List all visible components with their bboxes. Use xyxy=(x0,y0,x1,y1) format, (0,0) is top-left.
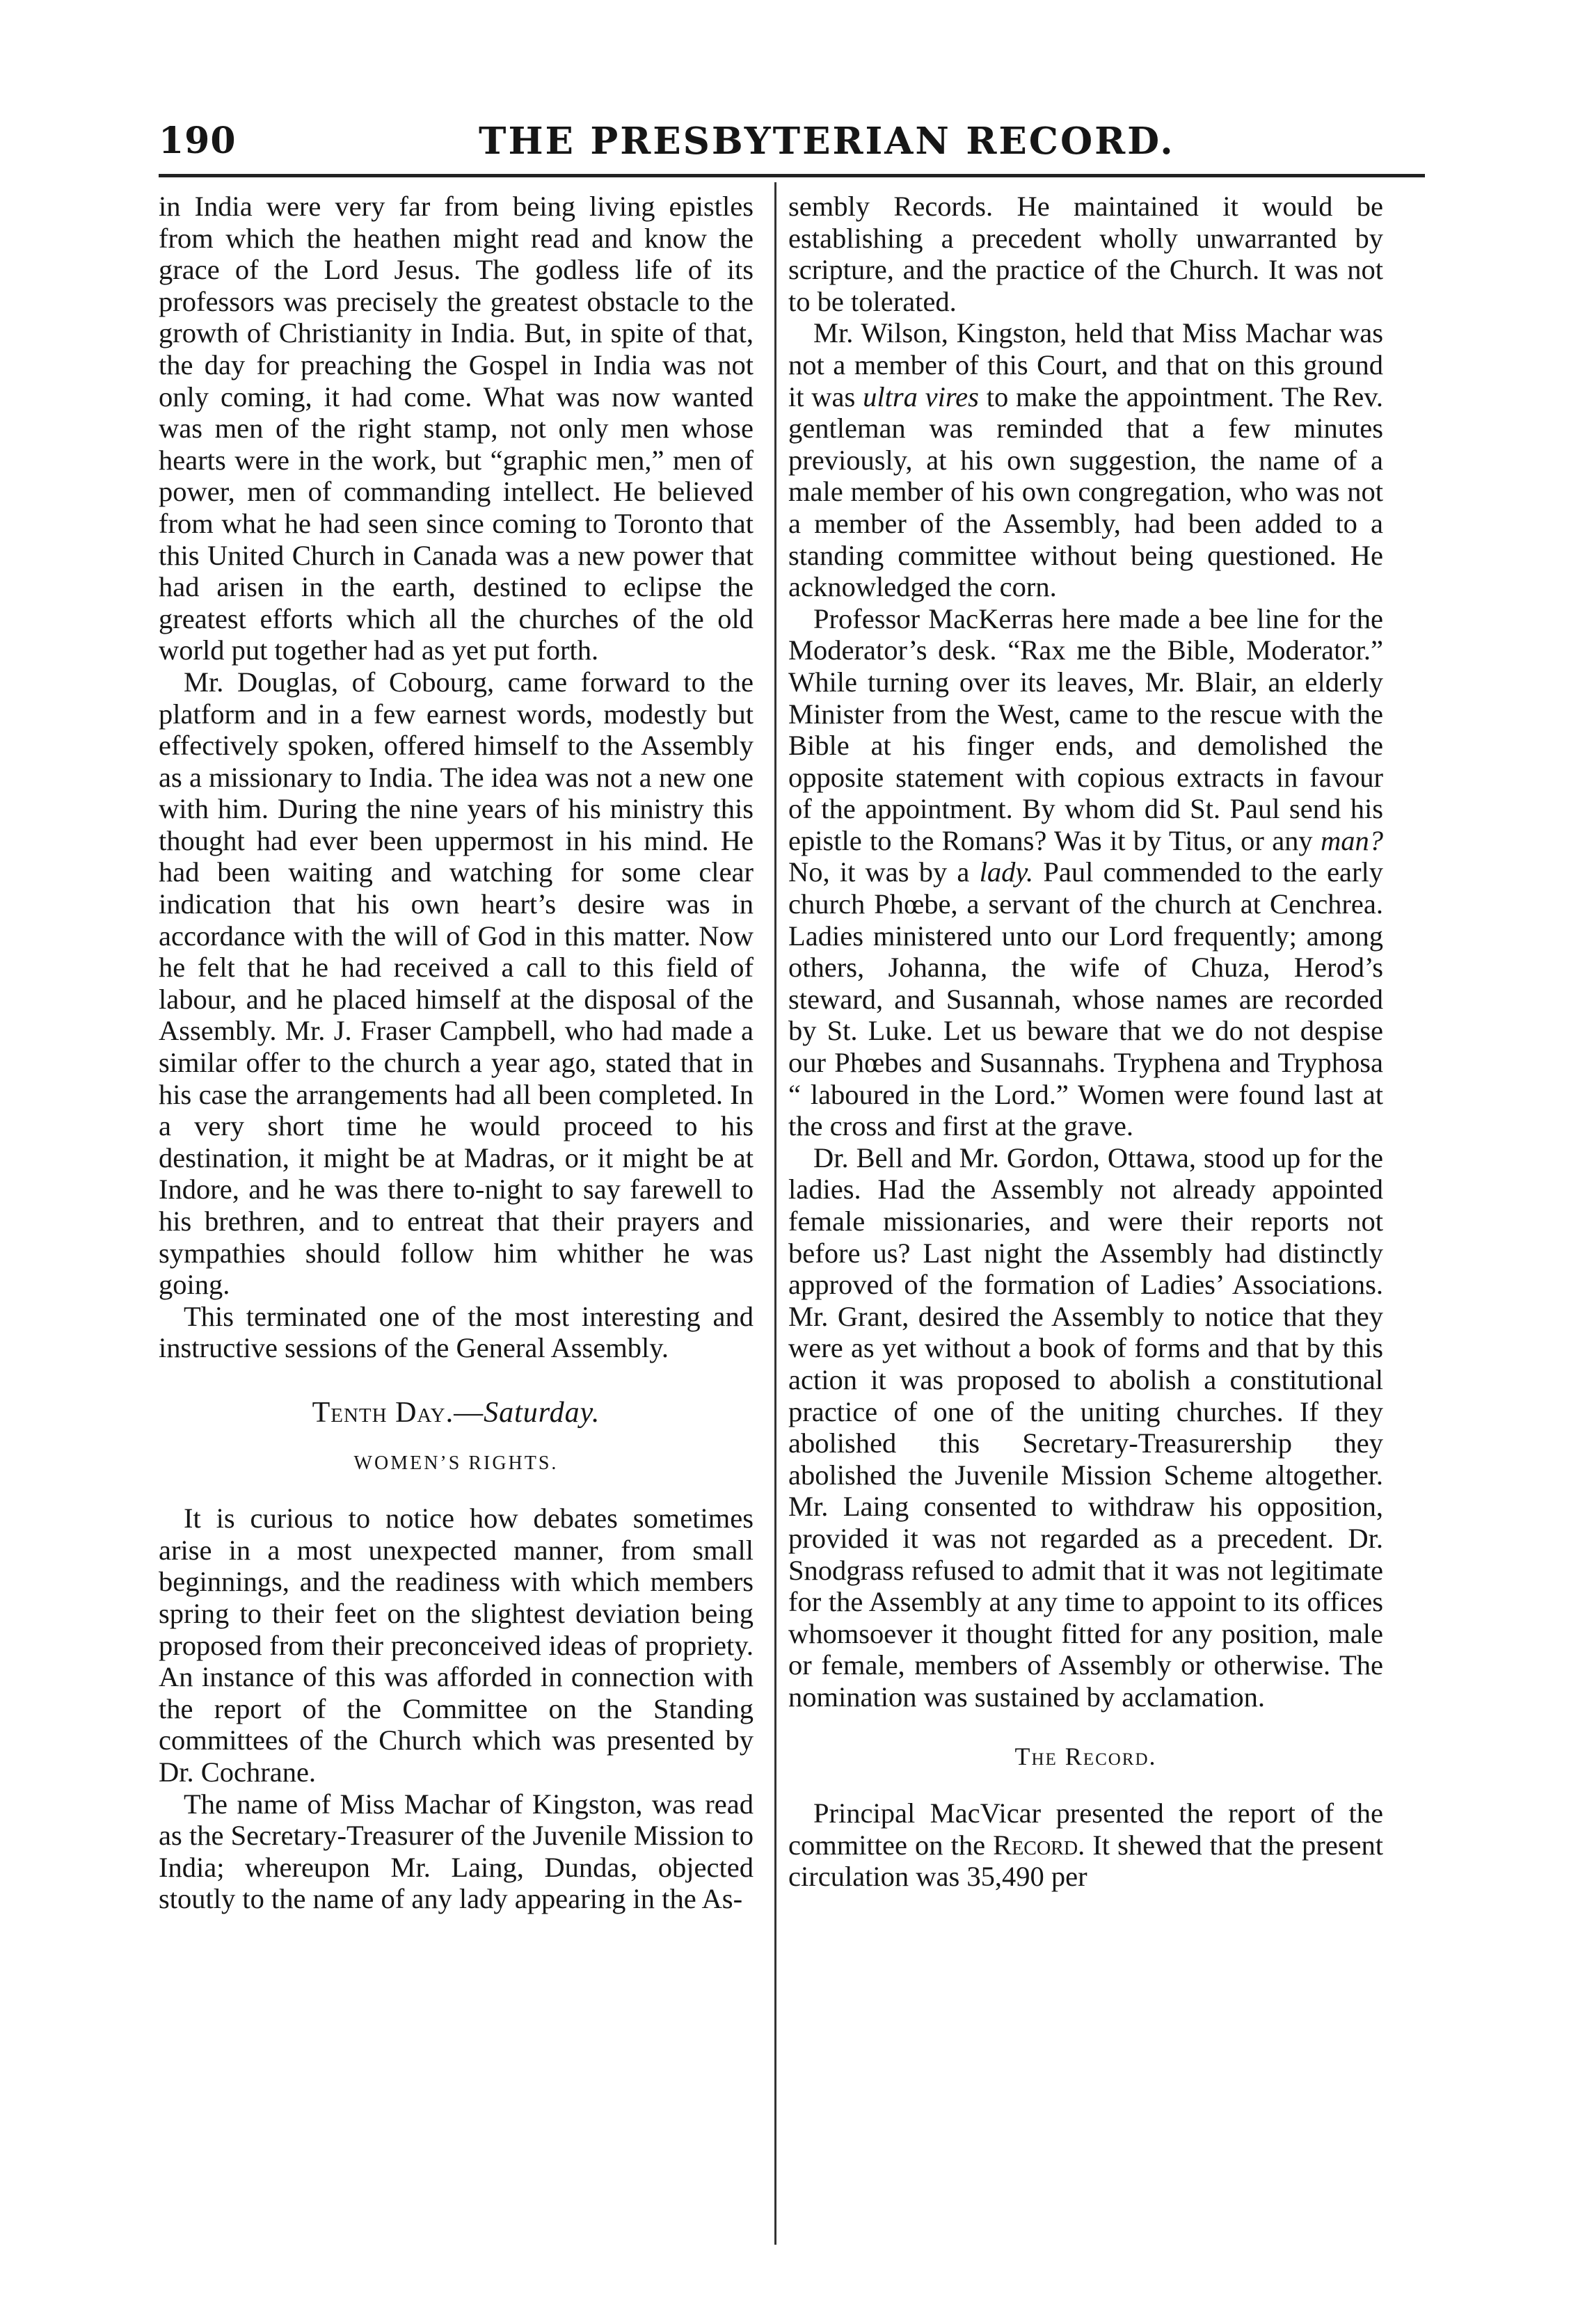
paragraph: in India were very far from being living epistles from which the heathen might read and know the grace of the Lord Jesus. The godless life of its professors was precisely the greatest obstacle to the growth of Christianity in India. But, in spite of that, the day for preaching the Gospel in India was not only coming, it had come. What was now wanted was men of the right stamp, not only men whose hearts were in the work, but “graphic men,” men of power, men of commanding intellect. He believed from what he had seen since coming to Toronto that this United Church in Canada was a new power that had arisen in the earth, destined to eclipse the greatest efforts which all the churches of the old world put together had as yet put forth. xyxy=(159,191,754,666)
page-number: 190 xyxy=(159,120,237,162)
italic-text: man? xyxy=(1321,824,1383,856)
italic-text: lady. xyxy=(979,856,1034,888)
text-run: Mr. Wilson, Kingston, held that Miss Machar was not a member of this Court, and that on this ground it was xyxy=(788,317,1383,412)
running-title: THE PRESBYTERIAN RECORD. xyxy=(479,120,1175,163)
subheading-womens-rights: WOMEN’S RIGHTS. xyxy=(353,1452,559,1474)
heading-text: Tenth Day.— xyxy=(312,1396,484,1429)
paragraph: The name of Miss Machar of Kingston, was read as the Secretary-Treasurer of the Juvenile Mission to India; whereupon Mr. Laing, Dundas, objected stoutly to the name of any lady appearing in the As- xyxy=(159,1788,754,1915)
paragraph xyxy=(788,317,1383,602)
text-run: Principal MacVicar presented the report of the committee on the xyxy=(788,1797,1383,1861)
section-heading-the-record: The Record. xyxy=(1014,1742,1157,1770)
right-column xyxy=(788,191,1383,1893)
text-run: to make the appointment. The Rev. gentleman was reminded that a few minutes previously, at his own suggestion, the name of a male member of his own congregation, who was not a member of the Assembly, had been added to a standing committee without being questioned. He acknowledged the corn. xyxy=(788,380,1383,603)
small-caps-text: Record xyxy=(993,1829,1078,1861)
paragraph: It is curious to notice how debates sometimes arise in a most unexpected manner, from small beginnings, and the readiness with which members spring to their feet on the slightest deviation being proposed from their preconceived ideas of propriety. An instance of this was afforded in connection with the report of the Committee on the Standing committees of the Church which was presented by Dr. Cochrane. xyxy=(159,1502,754,1788)
column-divider xyxy=(774,182,776,2245)
paragraph: sembly Records. He maintained it would be establishing a precedent wholly unwarranted by scripture, and the practice of the Church. It was not to be tolerated. xyxy=(788,191,1383,317)
paragraph: This terminated one of the most interesting and instructive sessions of the General Assembly. xyxy=(159,1300,754,1364)
section-heading-tenth-day xyxy=(159,1397,754,1429)
paragraph: Mr. Douglas, of Cobourg, came forward to the platform and in a few earnest words, modestly but effectively spoken, offered himself to the Assembly as a missionary to India. The idea was not a new one with him. During the nine years of his ministry this thought had ever been uppermost in his mind. He had been waiting and watching for some clear indication that his own heart’s desire was in accordance with the will of God in this matter. Now he felt that he had received a call to this field of labour, and he placed himself at the disposal of the Assembly. Mr. J. Fraser Campbell, who had made a similar offer to the church a year ago, stated that in his case the arrangements had all been completed. In a very short time he would proceed to his destination, it might be at Madras, or it might be at Indore, and he was there to-night to say farewell to his brethren, and to entreat that their prayers and sympathies should follow him whither he was going. xyxy=(159,666,754,1301)
italic-text: ultra vires xyxy=(863,380,979,412)
paragraph: Dr. Bell and Mr. Gordon, Ottawa, stood up for the ladies. Had the Assembly not already appointed female missionaries, and were their reports not before us? Last night the Assembly had distinctly approved of the formation of Ladies’ Associations. Mr. Grant, desired the Assembly to notice that they were as yet without a book of forms and that by this action it was proposed to abolish a constitutional practice of one of the uniting churches. If they abolished this Secretary-Treasurership they abolished the Juvenile Mission Scheme altogether. Mr. Laing consented to withdraw his opposition, provided it was not regarded as a precedent. Dr. Snodgrass refused to admit that it was not legitimate for the Assembly at any time to appoint to its offices whomsoever it thought fitted for any position, male or female, members of Assembly or otherwise. The nomination was sustained by acclamation. xyxy=(788,1141,1383,1713)
header-rule xyxy=(159,174,1425,177)
page-header xyxy=(159,120,1425,182)
heading-italic-text: Saturday. xyxy=(484,1396,600,1429)
paragraph xyxy=(788,603,1383,1142)
text-run: Paul commended to the early church Phœbe, a servant of the church at Cenchrea. Ladies ministered unto our Lord frequently; among others, Johanna, the wife of Chuza, Herod’s steward, and Susannah, whose names are recorded by St. Luke. Let us beware that we do not despise our Phœbes and Susannahs. Tryphena and Tryphosa “ laboured in the Lord.” Women were found last at the cross and first at the grave. xyxy=(788,856,1384,1142)
text-run: Professor MacKerras here made a bee line for the Moderator’s desk. “Rax me the Bible, Moderator.” While turning over its leaves, Mr. Blair, an elderly Minister from the West, came to the rescue with the Bible at his finger ends, and demolished the opposite statement with copious extracts in favour of the appointment. By whom did St. Paul send his epistle to the Romans? Was it by Titus, or any xyxy=(788,602,1383,856)
text-run: . It shewed that the present circulation was 35,490 per xyxy=(788,1829,1383,1893)
text-run: No, it was by a xyxy=(788,856,980,888)
paragraph xyxy=(788,1797,1383,1893)
left-column xyxy=(159,191,754,1915)
